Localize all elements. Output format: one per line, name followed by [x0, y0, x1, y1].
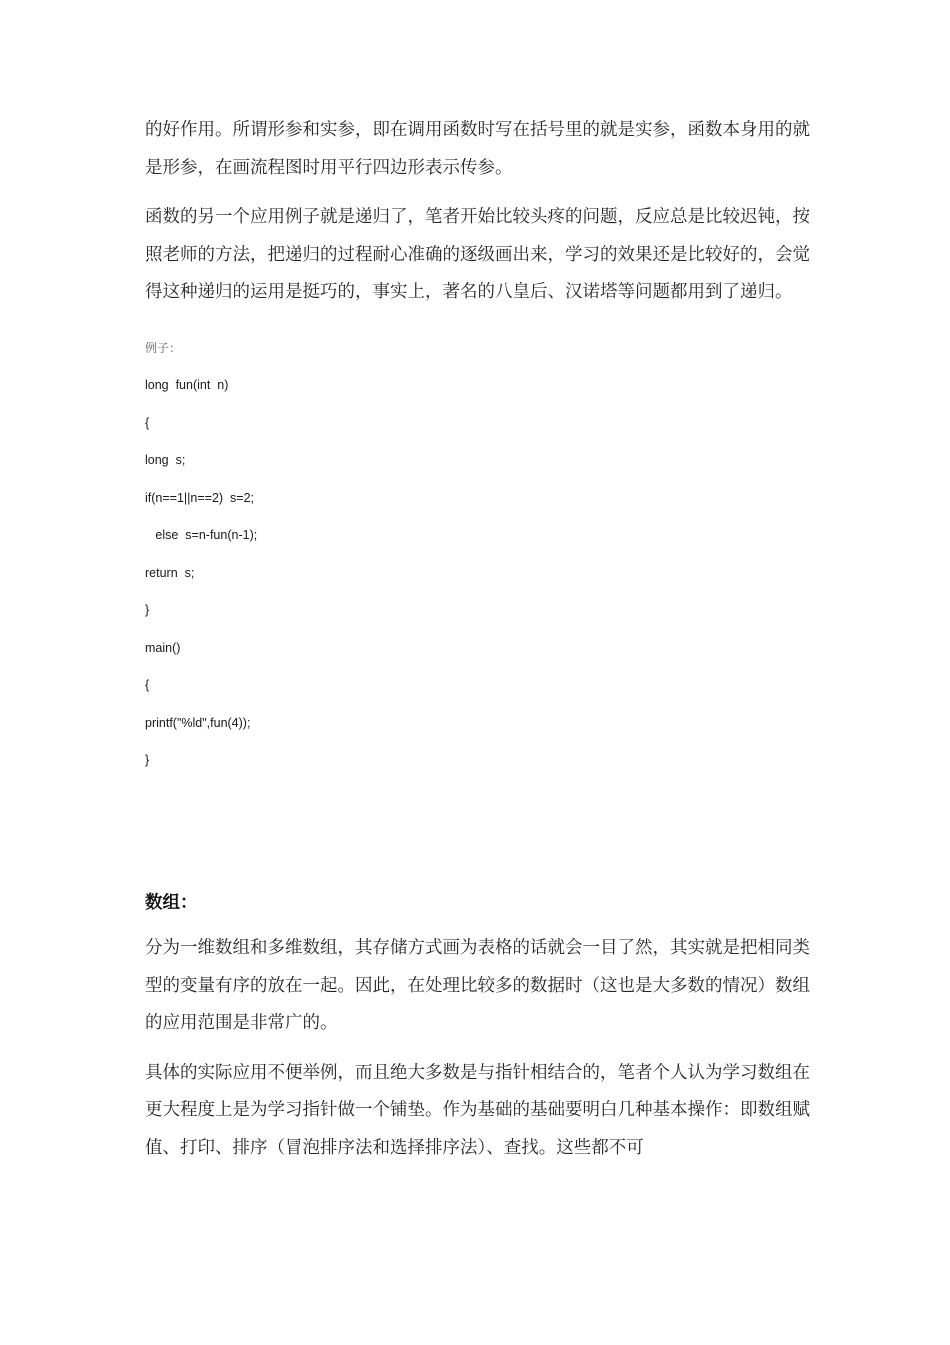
code-line: long fun(int n) [145, 378, 229, 392]
code-line: { [145, 415, 150, 430]
code-line: main() [145, 640, 181, 655]
paragraph-parameters: 的好作用。所谓形参和实参，即在调用函数时写在括号里的就是实参，函数本身用的就是形参，在画流程图时用平行四边形表示传参。 [145, 120, 810, 178]
code-line: return s; [145, 565, 195, 580]
section-heading-arrays: 数组： [145, 892, 198, 913]
code-line: } [145, 753, 150, 767]
example-label: 例子： [145, 340, 182, 355]
code-line: long s; [145, 453, 186, 467]
code-example [145, 338, 810, 788]
code-line: if(n==1||n==2) s=2; [145, 490, 254, 505]
paragraph-arrays-usage: 具体的实际应用不便举例，而且绝大多数是与指针相结合的，笔者个人认为学习数组在更大程度上是为学习指针做一个铺垫。作为基础的基础要明白几种基本操作：即数组赋值、打印、排序（冒泡排序法和选择排序法）、查找。这些都不可 [145, 1062, 810, 1158]
code-line: } [145, 603, 150, 617]
paragraph-arrays-intro: 分为一维数组和多维数组，其存储方式画为表格的话就会一目了然，其实就是把相同类型的变量有序的放在一起。因此，在处理比较多的数据时（这也是大多数的情况）数组的应用范围是非常广的。 [145, 938, 810, 1033]
code-line: else s=n-fun(n-1); [145, 528, 258, 542]
code-line: { [145, 678, 150, 692]
code-line: printf("%ld",fun(4)); [145, 715, 251, 730]
paragraph-recursion: 函数的另一个应用例子就是递归了，笔者开始比较头疼的问题，反应总是比较迟钝，按照老师的方法，把递归的过程耐心准确的逐级画出来，学习的效果还是比较好的，会觉得这种递归的运用是挺巧的，事实上，著名的八皇后、汉诺塔等问题都用到了递归。 [145, 207, 810, 302]
document-page [145, 112, 810, 1167]
